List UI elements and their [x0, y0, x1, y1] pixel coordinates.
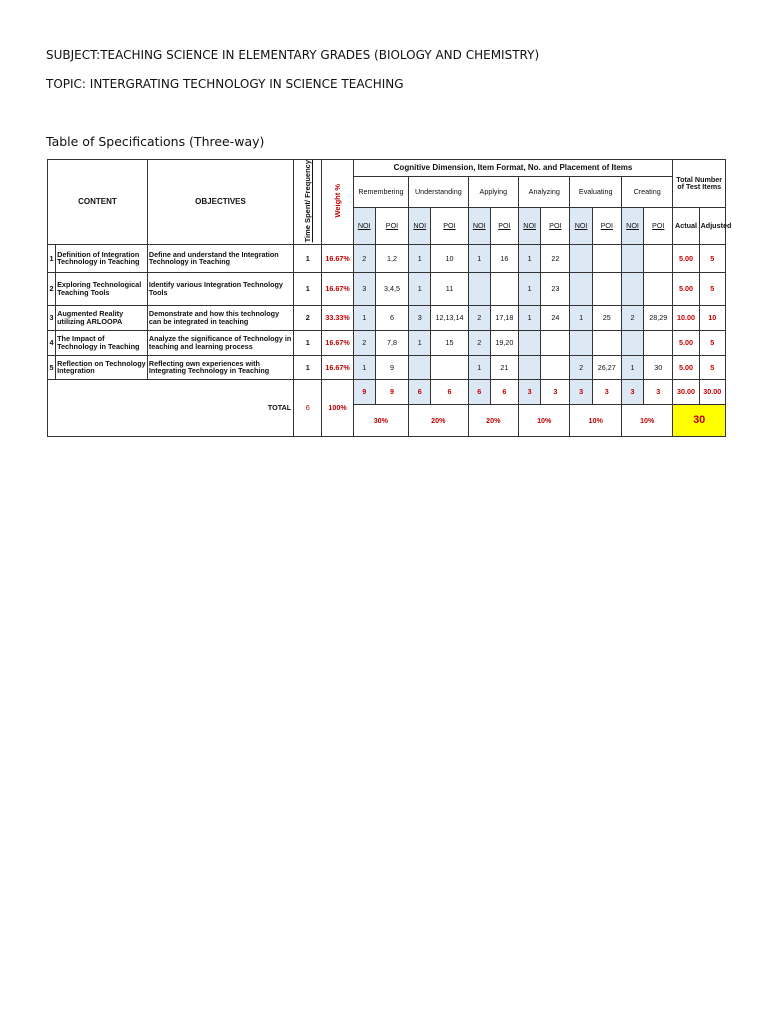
noi-cell	[468, 272, 490, 305]
adjusted-cell: 5	[699, 272, 725, 305]
actual-cell: 10.00	[673, 305, 699, 330]
noi-cell: 1	[353, 355, 375, 379]
adjusted-cell: 5	[699, 244, 725, 272]
row-number: 3	[48, 305, 56, 330]
time-spent-header	[294, 160, 322, 245]
weight-cell: 16.67%	[322, 355, 353, 379]
poi-cell: 24	[541, 305, 570, 330]
noi-cell: 2	[353, 244, 375, 272]
noi-cell	[409, 355, 431, 379]
poi-cell: 25	[592, 305, 621, 330]
noi-cell	[570, 272, 592, 305]
noi-header: NOI	[570, 207, 592, 244]
total-adjusted: 30.00	[699, 379, 725, 404]
poi-cell: 30	[644, 355, 673, 379]
poi-cell: 16	[490, 244, 518, 272]
adjusted-cell: 5	[699, 330, 725, 355]
noi-cell: 1	[409, 272, 431, 305]
actual-cell: 5.00	[673, 272, 699, 305]
poi-cell: 28,29	[644, 305, 673, 330]
poi-header: POI	[541, 207, 570, 244]
noi-cell: 2	[621, 305, 643, 330]
content-cell: Exploring Technological Teaching Tools	[56, 272, 148, 305]
actual-cell: 5.00	[673, 330, 699, 355]
total-cell: 3	[644, 379, 673, 404]
adjusted-cell: 5	[699, 355, 725, 379]
total-cell: 9	[353, 379, 375, 404]
total-cell: 6	[490, 379, 518, 404]
noi-cell: 1	[519, 305, 541, 330]
content-cell: Augmented Reality utilizing ARLOOPA	[56, 305, 148, 330]
subject-heading: SUBJECT:TEACHING SCIENCE IN ELEMENTARY GRADES (BIOLOGY AND CHEMISTRY)	[46, 48, 540, 62]
poi-cell: 21	[490, 355, 518, 379]
noi-cell: 2	[468, 330, 490, 355]
percent-analyzing: 10%	[519, 404, 570, 436]
total-cell: 3	[519, 379, 541, 404]
noi-header: NOI	[519, 207, 541, 244]
time-cell: 1	[294, 272, 322, 305]
poi-cell: 15	[431, 330, 468, 355]
level-creating: Creating	[621, 176, 672, 207]
specifications-table	[47, 159, 732, 437]
actual-cell: 5.00	[673, 355, 699, 379]
content-cell: Definition of Integration Technology in Teaching	[56, 244, 148, 272]
poi-cell: 12,13,14	[431, 305, 468, 330]
noi-header: NOI	[409, 207, 431, 244]
poi-cell	[541, 330, 570, 355]
weight-cell: 16.67%	[322, 244, 353, 272]
noi-cell	[519, 330, 541, 355]
poi-cell	[431, 355, 468, 379]
noi-cell: 2	[570, 355, 592, 379]
poi-cell: 7,8	[375, 330, 408, 355]
total-time: 6	[294, 379, 322, 436]
noi-cell	[621, 244, 643, 272]
table-title: Table of Specifications (Three-way)	[46, 134, 265, 149]
time-spent-label: Time Spent/ Frequency	[302, 160, 312, 243]
row-number: 2	[48, 272, 56, 305]
noi-cell: 1	[409, 330, 431, 355]
poi-cell: 26,27	[592, 355, 621, 379]
total-cell: 3	[541, 379, 570, 404]
noi-cell	[621, 272, 643, 305]
table-row	[48, 272, 726, 305]
weight-cell: 33.33%	[322, 305, 353, 330]
topic-heading: TOPIC: INTERGRATING TECHNOLOGY IN SCIENCE TEACHING	[46, 77, 404, 91]
poi-cell	[592, 272, 621, 305]
percent-creating: 10%	[621, 404, 672, 436]
level-understanding: Understanding	[409, 176, 469, 207]
poi-cell: 22	[541, 244, 570, 272]
weight-header	[322, 160, 353, 245]
noi-cell: 2	[468, 305, 490, 330]
noi-header: NOI	[468, 207, 490, 244]
noi-cell: 1	[353, 305, 375, 330]
cognitive-dimension-header: Cognitive Dimension, Item Format, No. and Placement of Items	[353, 160, 673, 177]
poi-cell: 19,20	[490, 330, 518, 355]
noi-cell: 2	[353, 330, 375, 355]
adjusted-cell: 10	[699, 305, 725, 330]
poi-header: POI	[644, 207, 673, 244]
total-cell: 9	[375, 379, 408, 404]
objective-cell: Analyze the significance of Technology in teaching and learning process	[147, 330, 293, 355]
actual-cell: 5.00	[673, 244, 699, 272]
noi-cell	[519, 355, 541, 379]
noi-cell	[621, 330, 643, 355]
noi-cell: 1	[468, 244, 490, 272]
level-analyzing: Analyzing	[519, 176, 570, 207]
percent-evaluating: 10%	[570, 404, 621, 436]
noi-cell: 1	[409, 244, 431, 272]
objective-cell: Define and understand the Integration Technology in Teaching	[147, 244, 293, 272]
content-cell: Reflection on Technology Integration	[56, 355, 148, 379]
table-row	[48, 330, 726, 355]
level-evaluating: Evaluating	[570, 176, 621, 207]
content-cell: The Impact of Technology in Teaching	[56, 330, 148, 355]
noi-cell: 3	[409, 305, 431, 330]
level-remembering: Remembering	[353, 176, 408, 207]
poi-cell: 23	[541, 272, 570, 305]
poi-cell: 11	[431, 272, 468, 305]
time-cell: 1	[294, 330, 322, 355]
noi-cell: 1	[570, 305, 592, 330]
total-label: TOTAL	[48, 379, 294, 436]
percent-remembering: 30%	[353, 404, 408, 436]
objective-cell: Identify various Integration Technology Tools	[147, 272, 293, 305]
weight-cell: 16.67%	[322, 330, 353, 355]
noi-cell: 1	[621, 355, 643, 379]
noi-cell	[570, 244, 592, 272]
poi-cell	[644, 330, 673, 355]
total-weight: 100%	[322, 379, 353, 436]
weight-label: Weight %	[332, 184, 342, 218]
poi-cell	[644, 244, 673, 272]
grand-total: 30	[673, 404, 726, 436]
objective-cell: Reflecting own experiences with Integrating Technology in Teaching	[147, 355, 293, 379]
percent-applying: 20%	[468, 404, 518, 436]
time-cell: 1	[294, 355, 322, 379]
content-header: CONTENT	[48, 160, 148, 245]
level-applying: Applying	[468, 176, 518, 207]
noi-cell: 1	[468, 355, 490, 379]
objectives-header: OBJECTIVES	[147, 160, 293, 245]
adjusted-header: Adjusted	[699, 207, 725, 244]
noi-header: NOI	[621, 207, 643, 244]
poi-cell: 1,2	[375, 244, 408, 272]
objective-cell: Demonstrate and how this technology can be integrated in teaching	[147, 305, 293, 330]
poi-cell: 9	[375, 355, 408, 379]
poi-cell: 3,4,5	[375, 272, 408, 305]
total-cell: 3	[621, 379, 643, 404]
row-number: 4	[48, 330, 56, 355]
row-number: 5	[48, 355, 56, 379]
poi-cell	[592, 330, 621, 355]
total-items-header: Total Number of Test Items	[673, 160, 726, 208]
total-cell: 3	[592, 379, 621, 404]
poi-cell: 17,18	[490, 305, 518, 330]
poi-cell	[490, 272, 518, 305]
weight-cell: 16.67%	[322, 272, 353, 305]
poi-cell: 10	[431, 244, 468, 272]
total-cell: 6	[431, 379, 468, 404]
poi-header: POI	[431, 207, 468, 244]
total-actual: 30.00	[673, 379, 699, 404]
poi-cell	[592, 244, 621, 272]
poi-header: POI	[592, 207, 621, 244]
actual-header: Actual	[673, 207, 699, 244]
table-row	[48, 355, 726, 379]
time-cell: 2	[294, 305, 322, 330]
noi-cell	[570, 330, 592, 355]
poi-cell	[644, 272, 673, 305]
table-row	[48, 305, 726, 330]
total-cell: 3	[570, 379, 592, 404]
noi-cell: 1	[519, 244, 541, 272]
percent-understanding: 20%	[409, 404, 469, 436]
time-cell: 1	[294, 244, 322, 272]
row-number: 1	[48, 244, 56, 272]
noi-header: NOI	[353, 207, 375, 244]
poi-header: POI	[375, 207, 408, 244]
table-row	[48, 244, 726, 272]
poi-cell: 6	[375, 305, 408, 330]
noi-cell: 3	[353, 272, 375, 305]
total-cell: 6	[468, 379, 490, 404]
noi-cell: 1	[519, 272, 541, 305]
poi-cell	[541, 355, 570, 379]
total-cell: 6	[409, 379, 431, 404]
poi-header: POI	[490, 207, 518, 244]
